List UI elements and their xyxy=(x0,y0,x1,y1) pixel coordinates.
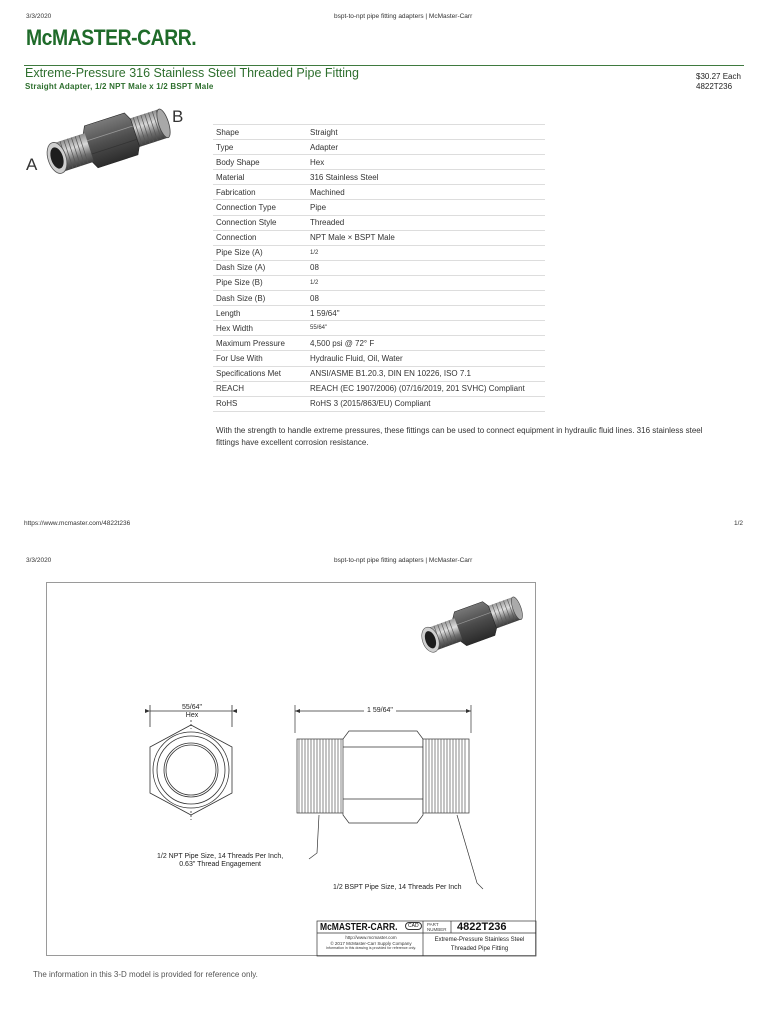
end-view xyxy=(145,705,237,820)
titleblock-desc-line2: Threaded Pipe Fitting xyxy=(450,946,509,952)
spec-label: Length xyxy=(213,306,307,321)
spec-value: Hydraulic Fluid, Oil, Water xyxy=(307,351,545,366)
titleblock-url: http://www.mcmaster.com xyxy=(345,935,397,940)
price: $30.27 Each xyxy=(696,72,741,81)
print-date-page2: 3/3/2020 xyxy=(26,557,52,564)
titleblock-copyright: © 2017 McMaster-Carr Supply Company xyxy=(330,940,412,946)
spec-label: RoHS xyxy=(213,396,307,411)
dim-hex-label: Hex xyxy=(185,712,199,719)
spec-row xyxy=(213,336,545,351)
callout-bspt: 1/2 BSPT Pipe Size, 14 Threads Per Inch xyxy=(333,884,462,891)
callout-npt-line2: 0.63" Thread Engagement xyxy=(179,861,261,868)
spec-row xyxy=(213,155,545,170)
spec-row xyxy=(213,396,545,411)
spec-label: Fabrication xyxy=(213,185,307,200)
spec-value: Threaded xyxy=(307,215,545,230)
spec-row xyxy=(213,291,545,306)
spec-value: RoHS 3 (2015/863/EU) Compliant xyxy=(307,396,545,411)
image-label-b: B xyxy=(172,107,184,126)
spec-value: 316 Stainless Steel xyxy=(307,170,545,185)
mcmaster-logo[interactable]: McMASTER-CARR. xyxy=(26,25,197,50)
footer-page-number: 1/2 xyxy=(734,520,744,527)
dim-hex xyxy=(177,704,207,720)
spec-label: Pipe Size (B) xyxy=(213,275,307,290)
spec-value: REACH (EC 1907/2006) (07/16/2019, 201 SVHC) Compliant xyxy=(307,381,545,396)
spec-row xyxy=(213,321,545,336)
product-description: With the strength to handle extreme pressures, these fittings can be used to connect equipment in hydraulic fluid lines. 316 stainless steel fittings have excellent corrosion resistance. xyxy=(216,426,703,447)
titleblock-logo: McMASTER-CARR. xyxy=(320,922,398,933)
spec-value: Hex xyxy=(307,155,545,170)
titleblock-part-label-2: NUMBER xyxy=(427,927,447,932)
spec-row xyxy=(213,200,545,215)
spec-label: Body Shape xyxy=(213,155,307,170)
image-label-a: A xyxy=(26,155,38,174)
spec-value: 08 xyxy=(307,260,545,275)
spec-value: Machined xyxy=(307,185,545,200)
callout-npt-line1: 1/2 NPT Pipe Size, 14 Threads Per Inch, xyxy=(157,853,284,860)
spec-row xyxy=(213,170,545,185)
spec-value: 4,500 psi @ 72° F xyxy=(307,336,545,351)
print-page-title-page2: bspt-to-npt pipe fitting adapters | McMaster-Carr xyxy=(334,557,473,564)
spec-row xyxy=(213,185,545,200)
spec-table xyxy=(213,124,545,412)
titleblock-description xyxy=(423,936,536,954)
spec-row xyxy=(213,351,545,366)
spec-label: For Use With xyxy=(213,351,307,366)
spec-label: Dash Size (B) xyxy=(213,291,307,306)
spec-row xyxy=(213,260,545,275)
product-subtitle: Straight Adapter, 1/2 NPT Male x 1/2 BSPT Male xyxy=(25,82,214,91)
spec-value: Pipe xyxy=(307,200,545,215)
spec-label: Material xyxy=(213,170,307,185)
side-view xyxy=(295,705,483,889)
titleblock-part-label xyxy=(427,922,447,932)
spec-label: REACH xyxy=(213,381,307,396)
spec-row xyxy=(213,381,545,396)
spec-row xyxy=(213,215,545,230)
spec-row xyxy=(213,306,545,321)
spec-label: Type xyxy=(213,140,307,155)
titleblock-part-number: 4822T236 xyxy=(457,921,507,933)
left-threads xyxy=(299,739,341,813)
spec-row xyxy=(213,125,545,140)
spec-label: Connection Type xyxy=(213,200,307,215)
titleblock-part-label-1: PART xyxy=(427,922,439,927)
spec-row xyxy=(213,366,545,381)
product-title: Extreme-Pressure 316 Stainless Steel Threaded Pipe Fitting xyxy=(25,66,359,80)
spec-label: Specifications Met xyxy=(213,366,307,381)
spec-value: NPT Male × BSPT Male xyxy=(307,230,545,245)
callout-npt xyxy=(157,853,283,869)
spec-label: Shape xyxy=(213,125,307,140)
spec-value: 1/2 xyxy=(307,245,545,260)
reference-footnote: The information in this 3-D model is provided for reference only. xyxy=(33,970,258,979)
cad-drawing xyxy=(46,582,536,956)
spec-row xyxy=(213,140,545,155)
spec-row xyxy=(213,230,545,245)
spec-value: 1/2 xyxy=(307,275,545,290)
spec-row xyxy=(213,275,545,290)
spec-value: 08 xyxy=(307,291,545,306)
product-image xyxy=(24,100,194,182)
spec-value: 55/64" xyxy=(307,321,545,336)
titleblock-cad-badge: CAD xyxy=(405,922,422,930)
print-page-title: bspt-to-npt pipe fitting adapters | McMaster-Carr xyxy=(334,13,473,20)
spec-value: Straight xyxy=(307,125,545,140)
spec-value: 1 59/64" xyxy=(307,306,545,321)
spec-label: Maximum Pressure xyxy=(213,336,307,351)
titleblock-desc-line1: Extreme-Pressure Stainless Steel xyxy=(434,937,525,943)
spec-label: Hex Width xyxy=(213,321,307,336)
footer-url[interactable]: https://www.mcmaster.com/4822t236 xyxy=(24,520,131,527)
part-number: 4822T236 xyxy=(696,82,733,91)
spec-value: Adapter xyxy=(307,140,545,155)
dim-length: 1 59/64" xyxy=(364,707,396,714)
spec-label: Connection xyxy=(213,230,307,245)
spec-label: Pipe Size (A) xyxy=(213,245,307,260)
spec-row xyxy=(213,245,545,260)
spec-label: Connection Style xyxy=(213,215,307,230)
spec-value: ANSI/ASME B1.20.3, DIN EN 10226, ISO 7.1 xyxy=(307,366,545,381)
cad-drawing-svg xyxy=(47,583,537,957)
spec-label: Dash Size (A) xyxy=(213,260,307,275)
render-thumbnail xyxy=(417,590,527,659)
print-date: 3/3/2020 xyxy=(26,13,52,20)
titleblock-info xyxy=(319,935,423,952)
titleblock-notice: Information in this drawing is provided for reference only. xyxy=(325,946,417,950)
dim-hex-value: 55/64" xyxy=(181,704,202,711)
